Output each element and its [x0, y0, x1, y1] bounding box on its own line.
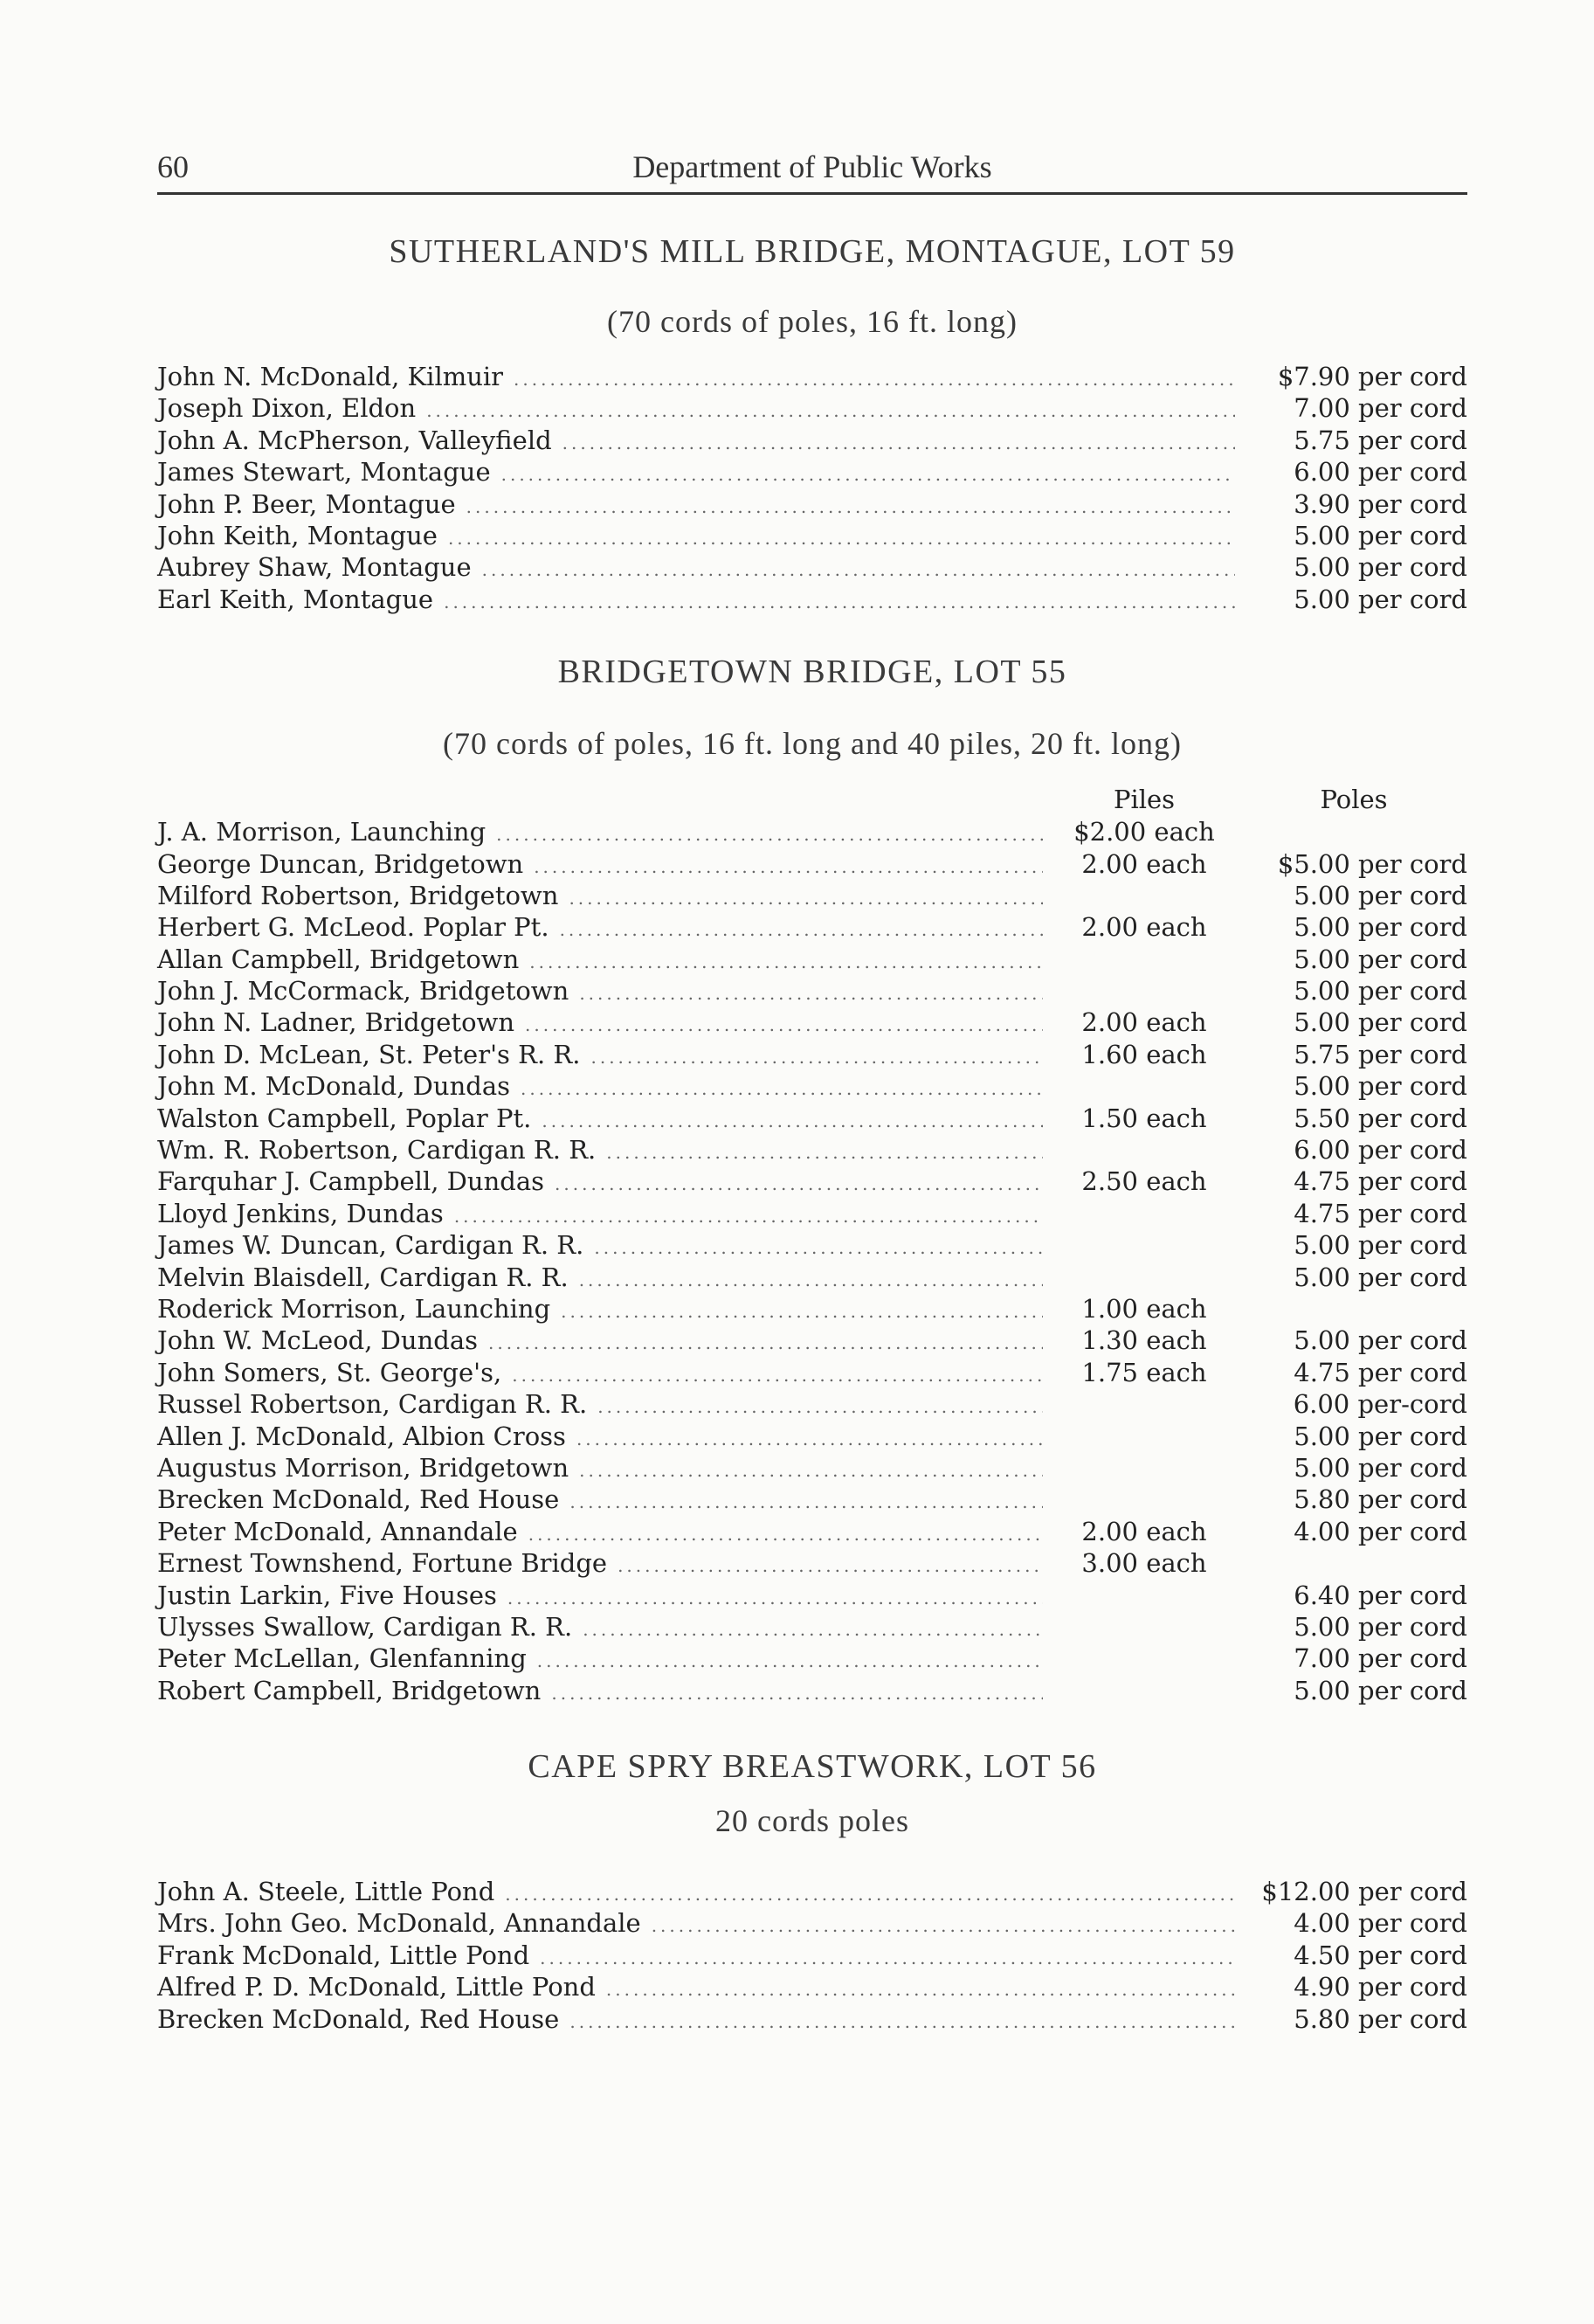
poles-price: 6.00 per cord	[1294, 1135, 1467, 1165]
dot-leader	[454, 1200, 1043, 1232]
dot-leader	[590, 1041, 1043, 1073]
contractor-name: Robert Campbell, Bridgetown	[157, 1675, 542, 1705]
dot-leader	[528, 1518, 1043, 1550]
dot-leader	[583, 1614, 1043, 1645]
dot-leader	[606, 1137, 1043, 1168]
piles-price: 1.30 each	[1081, 1325, 1207, 1356]
dot-leader	[551, 1677, 1043, 1709]
dot-leader	[618, 1550, 1043, 1581]
price: 6.00 per cord	[1294, 457, 1467, 488]
piles-price: 1.00 each	[1081, 1293, 1207, 1324]
poles-price: $5.00 per cord	[1277, 848, 1467, 879]
section-2-title: BRIDGETOWN BRIDGE, LOT 55	[557, 654, 1067, 691]
section-2-list	[157, 816, 1467, 1706]
contractor-name: Justin Larkin, Five Houses	[157, 1580, 497, 1610]
dot-leader	[540, 1942, 1235, 1974]
poles-price: 5.00 per cord	[1294, 1452, 1467, 1483]
dot-leader	[579, 1455, 1043, 1486]
dot-leader	[488, 1327, 1043, 1359]
poles-price: 4.75 per cord	[1294, 1357, 1467, 1387]
dot-leader	[594, 1232, 1043, 1263]
contractor-name: Lloyd Jenkins, Dundas	[157, 1198, 444, 1228]
contractor-name: Walston Campbell, Poplar Pt.	[157, 1103, 532, 1133]
contractor-name: Augustus Morrison, Bridgetown	[157, 1452, 569, 1483]
list-item	[157, 1103, 1467, 1134]
dot-leader	[569, 2006, 1235, 2037]
section-3-list	[157, 1876, 1467, 2035]
dot-leader	[606, 1974, 1235, 2005]
list-item	[157, 520, 1467, 551]
list-item	[157, 816, 1467, 847]
contractor-name: Russel Robertson, Cardigan R. R.	[157, 1389, 588, 1420]
list-item	[157, 1262, 1467, 1293]
section-2-subtitle: (70 cords of poles, 16 ft. long and 40 piles, 20 ft. long)	[443, 726, 1182, 762]
contractor-name: Wm. R. Robertson, Cardigan R. R.	[157, 1135, 597, 1165]
price: 7.00 per cord	[1294, 393, 1467, 424]
dot-leader	[569, 882, 1043, 914]
piles-price: 2.00 each	[1081, 848, 1207, 879]
contractor-name: Farquhar J. Campbell, Dundas	[157, 1166, 545, 1197]
poles-price: 5.00 per cord	[1294, 1611, 1467, 1642]
section-3-subtitle: 20 cords poles	[715, 1803, 909, 1839]
list-item	[157, 880, 1467, 911]
page-number: 60	[157, 149, 189, 184]
list-item	[157, 1325, 1467, 1356]
piles-price: 2.50 each	[1081, 1166, 1207, 1197]
list-item	[157, 1198, 1467, 1229]
contractor-name: Milford Robertson, Bridgetown	[157, 880, 559, 910]
dot-leader	[512, 1359, 1043, 1391]
dot-leader	[597, 1391, 1043, 1422]
dot-leader	[579, 1264, 1043, 1296]
contractor-name: John N. McDonald, Kilmuir	[157, 362, 504, 391]
price: 4.50 per cord	[1294, 1940, 1467, 1970]
list-item	[157, 488, 1467, 520]
price: 3.90 per cord	[1294, 488, 1467, 519]
piles-price: $2.00 each	[1073, 817, 1215, 847]
list-item	[157, 848, 1467, 880]
contractor-name: Brecken McDonald, Red House	[157, 1484, 560, 1515]
dot-leader	[529, 946, 1043, 978]
price: 4.90 per cord	[1294, 1972, 1467, 2002]
list-item	[157, 1452, 1467, 1484]
dot-leader	[562, 427, 1235, 459]
list-item	[157, 1580, 1467, 1611]
dot-leader	[482, 554, 1235, 585]
list-item	[157, 1675, 1467, 1706]
contractor-name: Ernest Townshend, Fortune Bridge	[157, 1548, 608, 1579]
poles-price: 5.00 per cord	[1294, 1007, 1467, 1038]
price: $12.00 per cord	[1261, 1877, 1467, 1907]
list-item	[157, 1907, 1467, 1939]
dot-leader	[501, 459, 1235, 490]
poles-price: 7.00 per cord	[1294, 1643, 1467, 1674]
dot-leader	[521, 1073, 1043, 1104]
contractor-name: John N. Ladner, Bridgetown	[157, 1007, 515, 1038]
dot-leader	[652, 1910, 1235, 1941]
piles-column-header: Piles	[1113, 785, 1176, 815]
contractor-name: John J. McCormack, Bridgetown	[157, 976, 569, 1006]
list-item	[157, 456, 1467, 488]
price: 5.00 per cord	[1294, 584, 1467, 614]
dot-leader	[426, 395, 1235, 426]
poles-price: 5.00 per cord	[1294, 1325, 1467, 1356]
contractor-name: Peter McDonald, Annandale	[157, 1516, 518, 1546]
poles-price: 5.00 per cord	[1294, 1675, 1467, 1705]
piles-price: 2.00 each	[1081, 1007, 1207, 1038]
dot-leader	[555, 1168, 1043, 1200]
price: 5.75 per cord	[1294, 425, 1467, 455]
dot-leader	[560, 914, 1043, 945]
contractor-name: John M. McDonald, Dundas	[157, 1071, 511, 1102]
poles-price: 4.00 per cord	[1294, 1516, 1467, 1546]
list-item	[157, 425, 1467, 456]
list-item	[157, 1039, 1467, 1070]
contractor-name: Earl Keith, Montague	[157, 584, 434, 614]
price: 5.00 per cord	[1294, 552, 1467, 583]
dot-leader	[505, 1878, 1235, 1910]
poles-price: 5.50 per cord	[1294, 1103, 1467, 1133]
list-item	[157, 1940, 1467, 1971]
contractor-name: Aubrey Shaw, Montague	[157, 552, 472, 583]
list-item	[157, 1070, 1467, 1102]
section-1-list	[157, 361, 1467, 615]
dot-leader	[579, 978, 1043, 1009]
list-item	[157, 911, 1467, 943]
poles-price: 5.00 per cord	[1294, 1421, 1467, 1451]
list-item	[157, 392, 1467, 424]
contractor-name: John A. Steele, Little Pond	[157, 1877, 495, 1907]
list-item	[157, 2003, 1467, 2035]
section-1-subtitle: (70 cords of poles, 16 ft. long)	[607, 304, 1018, 339]
dot-leader	[561, 1296, 1043, 1327]
contractor-name: John Keith, Montague	[157, 520, 438, 550]
poles-price: 4.75 per cord	[1294, 1166, 1467, 1197]
poles-price: 5.00 per cord	[1294, 1071, 1467, 1102]
contractor-name: Alfred P. D. McDonald, Little Pond	[157, 1972, 596, 2002]
list-item	[157, 975, 1467, 1006]
poles-price: 5.00 per cord	[1294, 912, 1467, 943]
list-item	[157, 1971, 1467, 2002]
dot-leader	[444, 586, 1235, 618]
section-3-title: CAPE SPRY BREASTWORK, LOT 56	[528, 1748, 1097, 1786]
price: 5.80 per cord	[1294, 2003, 1467, 2034]
contractor-name: John Somers, St. George's,	[157, 1357, 502, 1387]
poles-price: 5.00 per cord	[1294, 1230, 1467, 1261]
list-item	[157, 1421, 1467, 1452]
contractor-name: Mrs. John Geo. McDonald, Annandale	[157, 1908, 641, 1939]
dot-leader	[576, 1423, 1043, 1455]
section-1-title: SUTHERLAND'S MILL BRIDGE, MONTAGUE, LOT 59	[389, 233, 1236, 270]
dot-leader	[514, 363, 1235, 395]
contractor-name: Roderick Morrison, Launching	[157, 1293, 551, 1324]
contractor-name: Brecken McDonald, Red House	[157, 2003, 560, 2034]
poles-price: 5.00 per cord	[1294, 944, 1467, 974]
contractor-name: Melvin Blaisdell, Cardigan R. R.	[157, 1262, 569, 1292]
list-item	[157, 361, 1467, 392]
contractor-name: James W. Duncan, Cardigan R. R.	[157, 1230, 584, 1261]
poles-price: 6.00 per-cord	[1293, 1389, 1467, 1420]
dot-leader	[537, 1645, 1043, 1677]
contractor-name: John A. McPherson, Valleyfield	[157, 425, 552, 455]
poles-column-header: Poles	[1320, 785, 1388, 815]
contractor-name: Herbert G. McLeod. Poplar Pt.	[157, 912, 549, 943]
list-item	[157, 1229, 1467, 1261]
piles-price: 1.75 each	[1081, 1357, 1207, 1387]
poles-price: 6.40 per cord	[1294, 1580, 1467, 1610]
list-item	[157, 1484, 1467, 1515]
poles-price: 5.00 per cord	[1294, 880, 1467, 910]
piles-price: 1.60 each	[1081, 1039, 1207, 1069]
list-item	[157, 944, 1467, 975]
price: 4.00 per cord	[1294, 1908, 1467, 1939]
list-item	[157, 1547, 1467, 1579]
dot-leader	[448, 522, 1235, 554]
dot-leader	[525, 1009, 1043, 1041]
document-page	[157, 149, 1467, 2035]
dot-leader	[507, 1582, 1043, 1614]
contractor-name: J. A. Morrison, Launching	[157, 817, 486, 847]
contractor-name: James Stewart, Montague	[157, 457, 491, 488]
running-title: Department of Public Works	[632, 149, 992, 184]
contractor-name: Frank McDonald, Little Pond	[157, 1940, 530, 1970]
price: $7.90 per cord	[1277, 362, 1467, 391]
list-item	[157, 1516, 1467, 1547]
contractor-name: Joseph Dixon, Eldon	[157, 393, 417, 424]
piles-price: 2.00 each	[1081, 912, 1207, 943]
piles-price: 3.00 each	[1081, 1548, 1207, 1579]
page-header	[157, 149, 1467, 195]
dot-leader	[534, 851, 1043, 882]
dot-leader	[569, 1486, 1043, 1518]
list-item	[157, 1876, 1467, 1907]
list-item	[157, 1165, 1467, 1197]
contractor-name: John D. McLean, St. Peter's R. R.	[157, 1039, 581, 1069]
poles-price: 4.75 per cord	[1294, 1198, 1467, 1228]
list-item	[157, 1388, 1467, 1420]
contractor-name: Peter McLellan, Glenfanning	[157, 1643, 527, 1674]
contractor-name: Allan Campbell, Bridgetown	[157, 944, 520, 974]
poles-price: 5.75 per cord	[1294, 1039, 1467, 1069]
list-item	[157, 1134, 1467, 1165]
contractor-name: Ulysses Swallow, Cardigan R. R.	[157, 1611, 573, 1642]
poles-price: 5.00 per cord	[1294, 976, 1467, 1006]
poles-price: 5.00 per cord	[1294, 1262, 1467, 1292]
list-item	[157, 584, 1467, 615]
list-item	[157, 1293, 1467, 1325]
contractor-name: John P. Beer, Montague	[157, 488, 456, 519]
piles-price: 1.50 each	[1081, 1103, 1207, 1133]
dot-leader	[496, 819, 1043, 850]
price: 5.00 per cord	[1294, 520, 1467, 550]
dot-leader	[466, 491, 1235, 522]
list-item	[157, 1643, 1467, 1674]
list-item	[157, 551, 1467, 583]
dot-leader	[542, 1105, 1043, 1137]
contractor-name: Allen J. McDonald, Albion Cross	[157, 1421, 566, 1451]
list-item	[157, 1611, 1467, 1643]
poles-price: 5.80 per cord	[1294, 1484, 1467, 1515]
piles-price: 2.00 each	[1081, 1516, 1207, 1546]
list-item	[157, 1006, 1467, 1038]
contractor-name: George Duncan, Bridgetown	[157, 848, 524, 879]
contractor-name: John W. McLeod, Dundas	[157, 1325, 478, 1356]
section-2-column-headers	[157, 783, 1467, 816]
list-item	[157, 1357, 1467, 1388]
